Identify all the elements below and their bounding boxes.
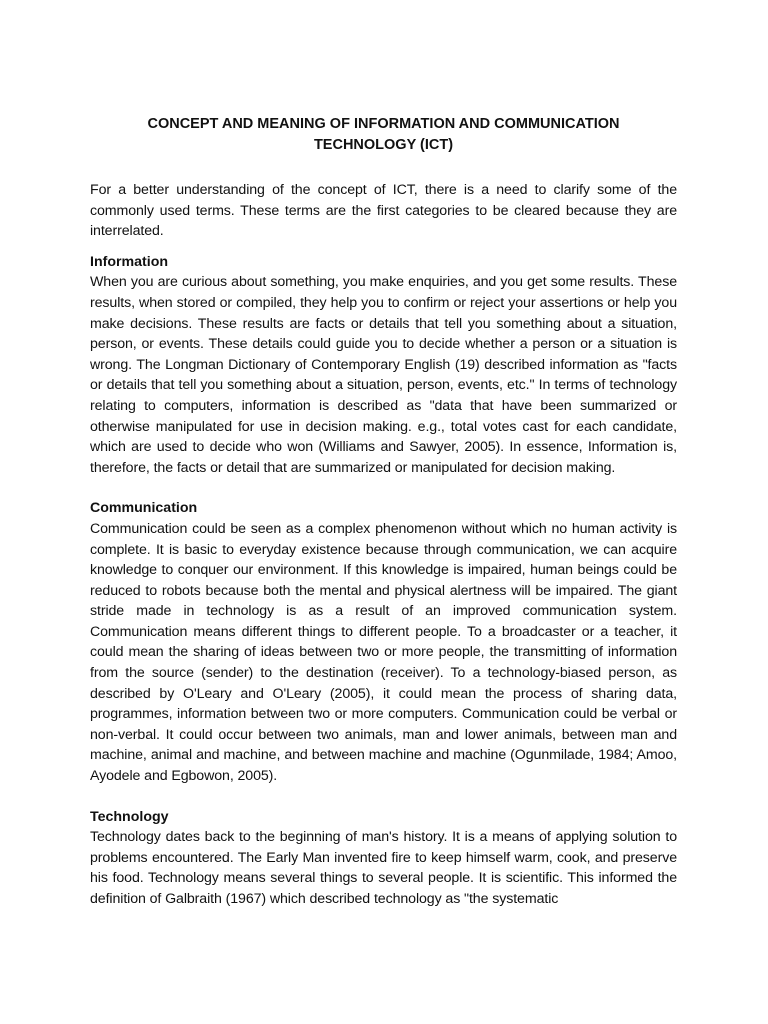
section-heading: Communication — [90, 500, 198, 517]
section-heading: Technology — [90, 808, 169, 825]
intro-paragraph: For a better understanding of the concept of ICT, there is a need to clarify some of the commonly used terms. These terms are the first categories to be cleared because they are interrelated. — [90, 182, 677, 240]
section-communication — [90, 498, 677, 786]
section-body: Technology dates back to the beginning of man's history. It is a means of applying solution to problems encountered. The Early Man invented fire to keep himself warm, cook, and preserve his food. Technology means several things to several people. It is scientific. This informed the definition of Galbraith (1967) which described technology as "the systematic — [90, 829, 677, 907]
section-body: Communication could be seen as a complex phenomenon without which no human activity is complete. It is basic to everyday existence because through communication, we can acquire knowledge to conquer our environment. If this knowledge is impaired, human beings could be reduced to robots because both the mental and physical alertness will be impaired. The giant stride made in technology is as a result of an improved communication system. Communication means different things to different people. To a broadcaster or a teacher, it could mean the sharing of ideas between two or more people, the transmitting of information from the source (sender) to the destination (receiver). To a technology-biased person, as described by O'Leary and O'Leary (2005), it could mean the process of sharing data, programmes, information between two or more computers. Communication could be verbal or non-verbal. It could occur between two animals, man and lower animals, between man and machine, animal and machine, and between machine and machine (Ogunmilade, 1984; Amoo, Ayodele and Egbowon, 2005). — [90, 520, 677, 785]
section-technology — [90, 807, 677, 910]
document-page — [90, 114, 677, 930]
section-body: When you are curious about something, you make enquiries, and you get some results. These results, when stored or compiled, they help you to confirm or reject your assertions or help you make decisions. These results are facts or details that tell you something about a situation, person, or events. These details could guide you to decide whether a person or a situation is wrong. The Longman Dictionary of Contemporary English (19) described information as "facts or details that tell you something about a situation, person, events, etc." In terms of technology relating to computers, information is described as "data that have been summarized or otherwise manipulated for use in decision making. e.g., total votes cast for each candidate, which are used to decide who won (Williams and Sawyer, 2005). In essence, Information is, therefore, the facts or detail that are summarized or manipulated for decision making. — [90, 274, 677, 476]
title-line-1: CONCEPT AND MEANING OF INFORMATION AND COMMUNICATION — [147, 116, 620, 132]
section-information — [90, 252, 677, 479]
document-title — [90, 114, 677, 156]
section-heading: Information — [90, 253, 169, 270]
title-line-2: TECHNOLOGY (ICT) — [313, 137, 454, 153]
